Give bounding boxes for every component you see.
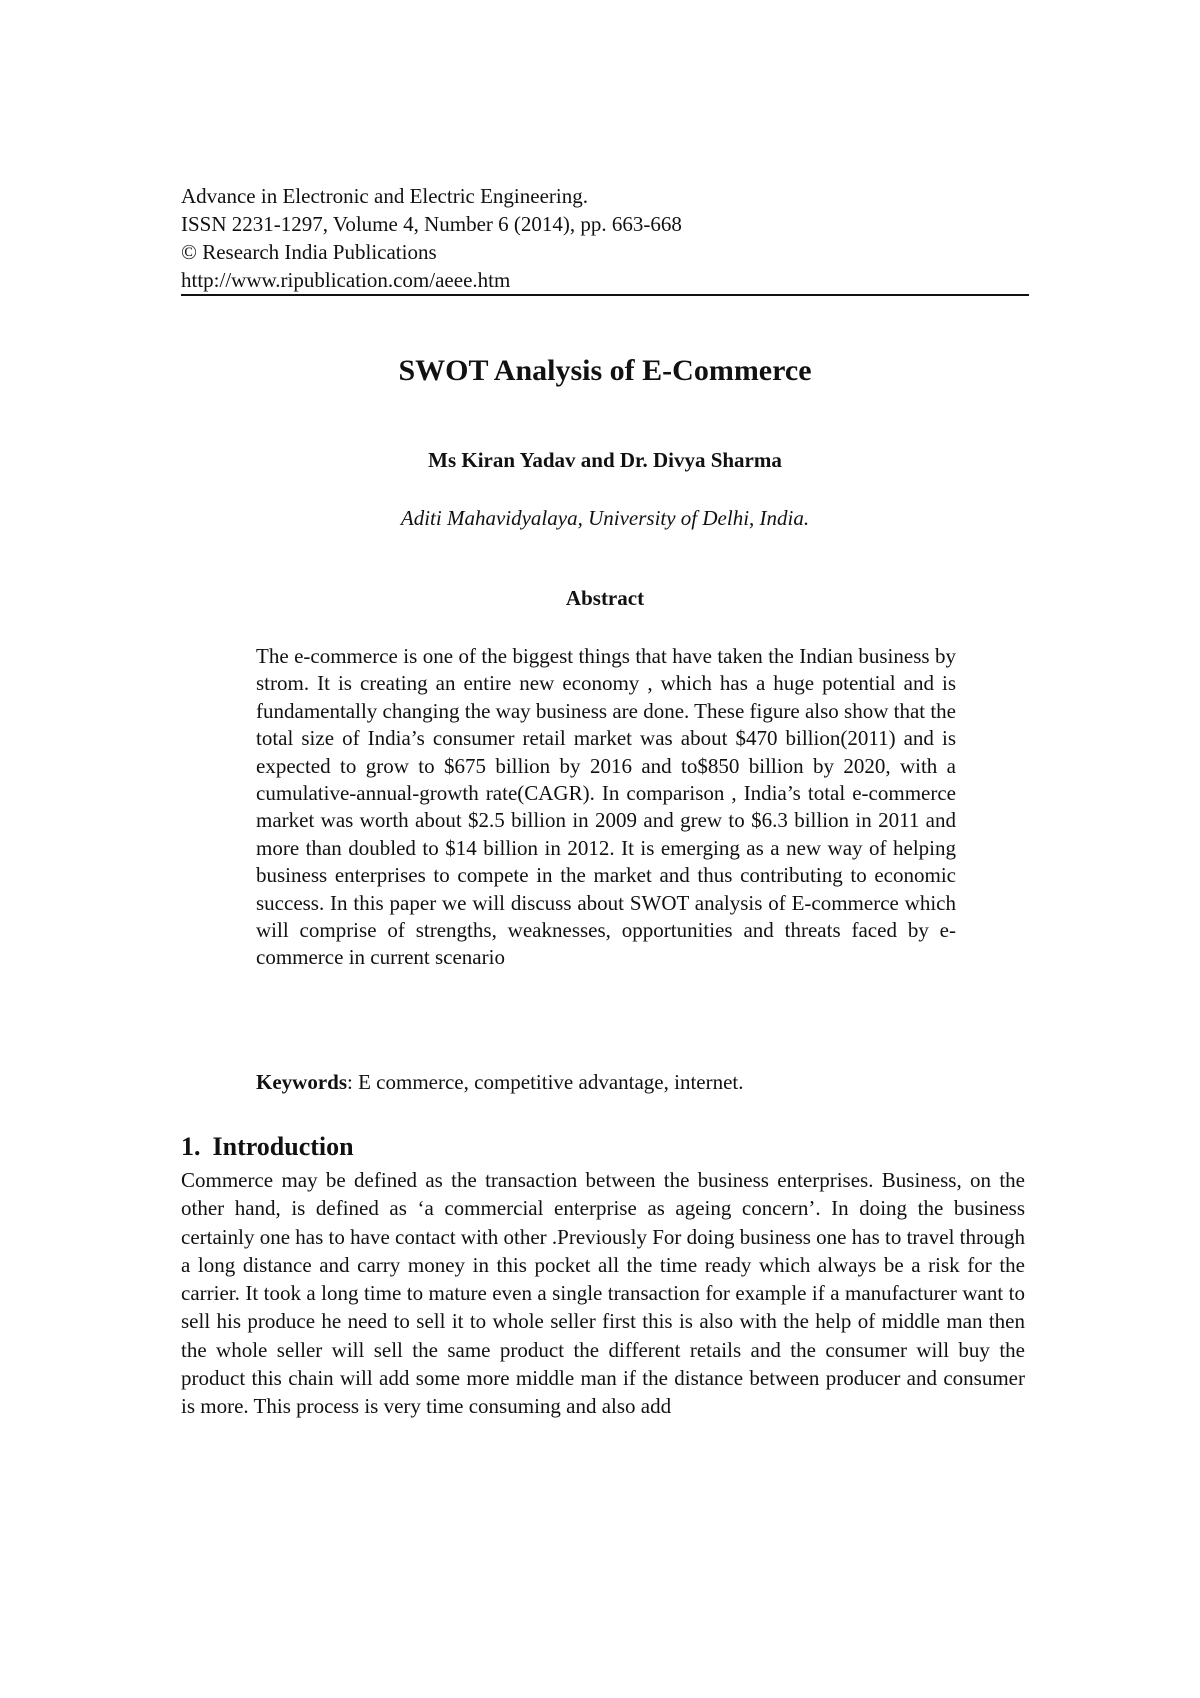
issn-line: ISSN 2231-1297, Volume 4, Number 6 (2014), pp. 663-668: [181, 212, 682, 236]
section-title: Introduction: [212, 1132, 354, 1161]
keywords-separator: :: [347, 1070, 353, 1094]
section-number: 1.: [181, 1132, 201, 1161]
header-divider: [181, 294, 1029, 296]
introduction-text: Commerce may be defined as the transaction between the business enterprises. Business, on the other hand, is defined as ‘a commercial enterprise as ageing concern’. In doing the business certainly one has to have contact with other .Previously For doing business one has to travel through a long distance and carry money in this pocket all the time ready which always be a risk for the carrier. It took a long time to mature even a single transaction for example if a manufacturer want to sell his produce he need to sell it to whole seller first this is also with the help of middle man then the whole seller will sell the same product the different retails and the consumer will buy the product this chain will add some more middle man if the distance between producer and consumer is more. This process is very time consuming and also add: [181, 1168, 1025, 1419]
journal-name: Advance in Electronic and Electric Engineering.: [181, 184, 588, 208]
abstract-text: The e-commerce is one of the biggest things that have taken the Indian business by strom. It is creating an entire new economy , which has a huge potential and is fundamentally changing the way business are done. These figure also show that the total size of India’s consumer retail market was about $470 billion(2011) and is expected to grow to $675 billion by 2016 and to$850 billion by 2020, with a cumulative-annual-growth rate(CAGR). In comparison , India’s total e-commerce market was worth about $2.5 billion in 2009 and grew to $6.3 billion in 2011 and more than doubled to $14 billion in 2012. It is emerging as a new way of helping business enterprises to compete in the market and thus contributing to economic success. In this paper we will discuss about SWOT analysis of E-commerce which will comprise of strengths, weaknesses, opportunities and threats faced by e-commerce in current scenario: [256, 644, 957, 970]
journal-url[interactable]: http://www.ripublication.com/aeee.htm: [181, 268, 511, 292]
keywords-label: Keywords: [256, 1070, 347, 1094]
abstract-heading: Abstract: [565, 586, 645, 610]
publisher-line: © Research India Publications: [181, 240, 437, 264]
journal-header: [181, 182, 1029, 294]
section-heading-introduction: [181, 1130, 1029, 1164]
paper-authors: Ms Kiran Yadav and Dr. Divya Sharma: [428, 448, 782, 472]
keywords-line: [256, 1068, 976, 1096]
keywords-text: E commerce, competitive advantage, internet.: [358, 1070, 744, 1094]
paper-title: SWOT Analysis of E-Commerce: [398, 354, 812, 387]
author-affiliation: Aditi Mahavidyalaya, University of Delhi, India.: [400, 506, 810, 530]
